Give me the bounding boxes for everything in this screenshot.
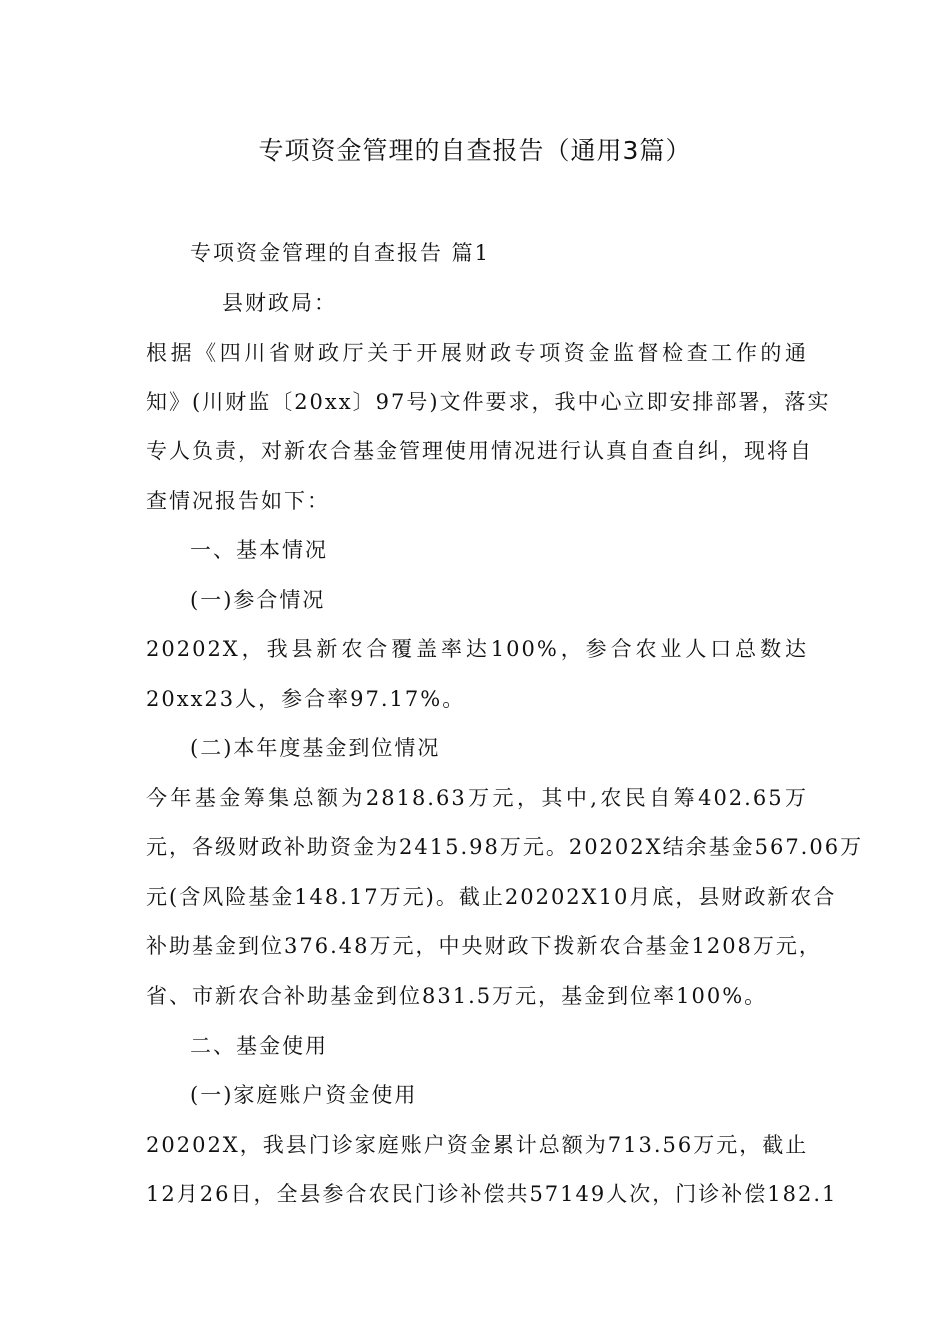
paragraph-line: 20202X，我县门诊家庭账户资金累计总额为713.56万元，截止: [146, 1133, 809, 1157]
subheading-fund-arrival: (二)本年度基金到位情况: [190, 736, 441, 760]
salutation: 县财政局：: [222, 291, 337, 315]
paragraph-line: 查情况报告如下：: [146, 489, 330, 513]
subheading-participation: (一)参合情况: [190, 588, 326, 612]
paragraph-line: 专人负责，对新农合基金管理使用情况进行认真自查自纠，现将自: [146, 439, 813, 463]
paragraph-line: 根据《四川省财政厅关于开展财政专项资金监督检查工作的通: [146, 341, 808, 365]
paragraph-line: 省、市新农合补助基金到位831.5万元，基金到位率100%。: [146, 984, 768, 1008]
paragraph-line: 今年基金筹集总额为2818.63万元，其中,农民自筹402.65万: [146, 786, 808, 810]
document-title: 专项资金管理的自查报告（通用3篇）: [258, 136, 692, 165]
paragraph-line: 知》(川财监〔20xx〕97号)文件要求，我中心立即安排部署，落实: [146, 390, 831, 414]
paragraph-line: 12月26日，全县参合农民门诊补偿共57149人次，门诊补偿182.1: [146, 1182, 838, 1206]
paragraph-line: 20xx23人，参合率97.17%。: [146, 687, 466, 711]
subheading-family-account: (一)家庭账户资金使用: [190, 1083, 418, 1107]
heading-basic-situation: 一、基本情况: [190, 538, 328, 562]
section-heading: 专项资金管理的自查报告 篇1: [190, 241, 491, 265]
paragraph-line: 补助基金到位376.48万元，中央财政下拨新农合基金1208万元，: [146, 934, 822, 958]
paragraph-line: 元，各级财政补助资金为2415.98万元。20202X结余基金567.06万: [146, 835, 864, 859]
paragraph-line: 20202X，我县新农合覆盖率达100%，参合农业人口总数达: [146, 637, 808, 661]
heading-fund-usage: 二、基金使用: [190, 1034, 328, 1058]
paragraph-line: 元(含风险基金148.17万元)。截止20202X10月底，县财政新农合: [146, 885, 837, 909]
